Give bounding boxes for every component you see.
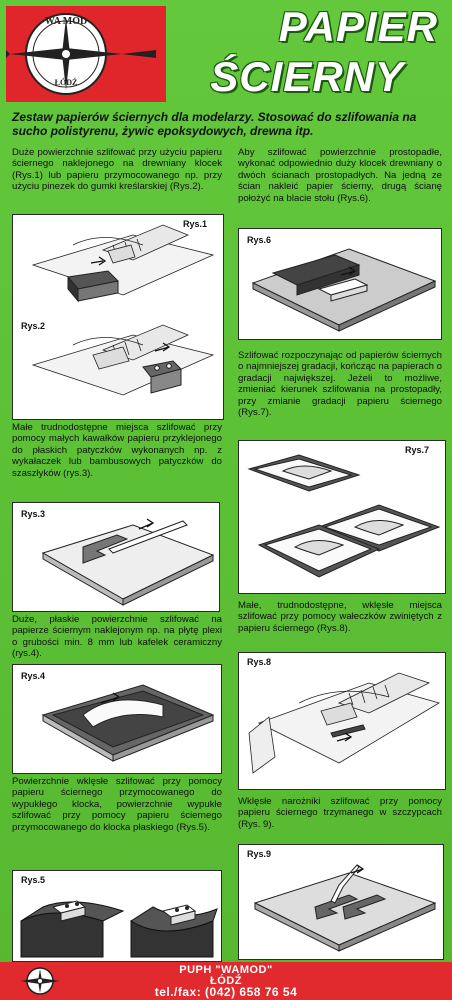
rolled-paper-aircraft-illustration-icon <box>239 653 445 789</box>
figure-label-rys4: Rys.4 <box>21 671 46 681</box>
figure-label-rys7: Rys.7 <box>405 445 430 455</box>
brand-logo-panel <box>6 6 166 102</box>
figure-rys8 <box>238 652 446 790</box>
figure-rys6 <box>238 228 442 340</box>
logo-bottom-text: ŁÓDŹ <box>54 78 78 87</box>
figure-rys7 <box>238 440 446 594</box>
footer-city: ŁÓDŹ <box>210 975 242 987</box>
right-paragraph-1: Aby szlifować powierzchnie prostopadłe, wykonać odpowiednio duży klocek drewniany o dwóch ścianach prostopadłych. Na jedną ze ścian nakleić papier ścierny, drugą ścianę położyć na blacie stołu (Rys.6). <box>238 147 442 204</box>
footer-company: PUPH "WAMOD" <box>179 964 273 976</box>
left-paragraph-2: Małe trudnodostępne miejsca szlifować przy pomocy małych kawałków papieru przyklejonego do płaskich patyczków wykonanych np. z wykałaczek lub bambusowych patyczków do szaszłyków (rys.3). <box>12 422 222 479</box>
figure-label-rys1: Rys.1 <box>183 219 208 229</box>
right-paragraph-4: Wklęsłe narożniki szlifować przy pomocy papieru ściernego trzymanego w szczypcach (Rys. 9). <box>238 796 442 830</box>
figure-label-rys9: Rys.9 <box>247 849 272 859</box>
left-paragraph-4: Powierzchnie wklęsłe szlifować przy pomocy papieru ściernego przymocowanego do wypukłego klocka, powierzchnie wypukłe szlifować przy pomocy papieru ściernego przymocowanego do klocka płaskiego (Rys.5). <box>12 776 222 833</box>
title-line-1: PAPIER <box>278 3 438 50</box>
figure-rys4 <box>12 664 222 774</box>
figure-label-rys3: Rys.3 <box>21 509 46 519</box>
logo-top-text: WA MOD <box>44 16 88 27</box>
page-title <box>210 3 438 100</box>
figure-rys9 <box>238 844 444 960</box>
toothpick-sander-illustration-icon <box>13 503 219 611</box>
left-paragraph-3: Duże, płaskie powierzchnie szlifować na papierze ściernym naklejonym np. na płytę plexi o grubości min. 8 mm lub kafelek ceramiczny (rys.4). <box>12 614 222 660</box>
figure-rys5 <box>12 870 222 962</box>
perpendicular-block-illustration-icon <box>239 229 441 339</box>
right-paragraph-2: Szlifować rozpoczynając od papierów ściernych o najmniejszej gradacji, kończąc na papierach o gradacji największej. Jeżeli to możliwe, zmieniać kierunek szlifowania na prostopadły, przy zmianie gradacji papieru ściernego (Rys.7). <box>238 350 442 419</box>
grit-progression-illustration-icon <box>239 441 445 593</box>
intro-text: Zestaw papierów ściernych dla modelarzy. Stosować do szlifowania na sucho polistyrenu, żywic epoksydowych, drewna itp. <box>12 110 417 138</box>
footer-phone: tel./fax: (042) 658 76 54 <box>154 985 298 999</box>
figure-label-rys5: Rys.5 <box>21 875 46 885</box>
footer-contact <box>0 965 452 998</box>
left-paragraph-1: Duże powierzchnie szlifować przy użyciu papieru ściernego naklejonego na drewniany klocek (Rys.1) lub papieru przymocowanego np. przy użyciu pinezek do gumki kreślarskiej (Rys.2). <box>12 147 222 193</box>
figure-label-rys8: Rys.8 <box>247 657 272 667</box>
sanding-block-aircraft-illustration-icon <box>13 215 223 419</box>
title-line-2: ŚCIERNY <box>210 53 404 100</box>
figure-label-rys6: Rys.6 <box>247 235 272 245</box>
figure-rys1-rys2 <box>12 214 224 420</box>
flat-tile-sanding-illustration-icon <box>13 665 221 773</box>
right-paragraph-3: Małe, trudnodostępne, wklęsłe miejsca szlifować przy pomocy wałeczków zwiniętych z papieru ściernego (Rys.8). <box>238 600 442 634</box>
figure-rys3 <box>12 502 220 612</box>
figure-label-rys2: Rys.2 <box>21 321 46 331</box>
tweezers-corner-sanding-illustration-icon <box>239 845 443 959</box>
